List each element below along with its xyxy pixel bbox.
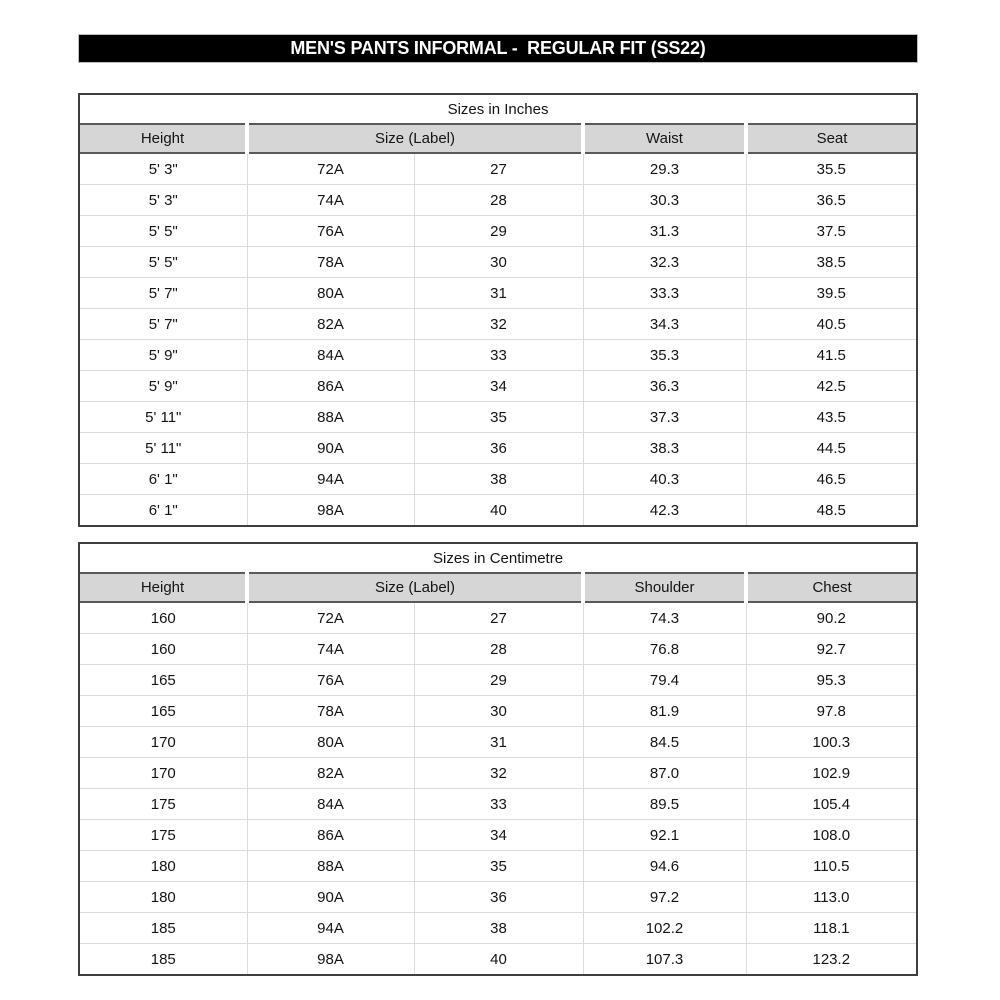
table-cell: 76A: [247, 665, 414, 696]
table-cell: 90.2: [746, 602, 916, 634]
table-cell: 98A: [247, 495, 414, 526]
table-cell: 29: [414, 216, 583, 247]
table-cell: 34.3: [583, 309, 746, 340]
table-cell: 38.3: [583, 433, 746, 464]
table-cell: 32: [414, 758, 583, 789]
table-cell: 37.3: [583, 402, 746, 433]
table-cell: 110.5: [746, 851, 916, 882]
table-caption: Sizes in Inches: [80, 95, 916, 124]
table-row: [80, 602, 916, 634]
table-cell: 94A: [247, 913, 414, 944]
table-cell: 27: [414, 153, 583, 185]
table-cell: 5' 5": [80, 216, 247, 247]
table-cell: 98A: [247, 944, 414, 975]
table-cell: 31: [414, 727, 583, 758]
table-cell: 165: [80, 665, 247, 696]
table-cell: 5' 9": [80, 340, 247, 371]
table-cell: 108.0: [746, 820, 916, 851]
table-cell: 170: [80, 758, 247, 789]
table-cell: 5' 5": [80, 247, 247, 278]
table-cell: 100.3: [746, 727, 916, 758]
table-cell: 160: [80, 602, 247, 634]
table-cell: 78A: [247, 247, 414, 278]
table-row: [80, 495, 916, 526]
table-row: [80, 216, 916, 247]
table-cell: 88A: [247, 402, 414, 433]
table-cell: 123.2: [746, 944, 916, 975]
table-cell: 175: [80, 789, 247, 820]
table-cell: 30: [414, 696, 583, 727]
table-cell: 74A: [247, 185, 414, 216]
table-cell: 28: [414, 634, 583, 665]
table-cell: 165: [80, 696, 247, 727]
column-header: Chest: [746, 573, 916, 602]
table-cell: 94A: [247, 464, 414, 495]
table-cell: 28: [414, 185, 583, 216]
table-body: [80, 602, 916, 974]
column-header: Waist: [583, 124, 746, 153]
table-cell: 32.3: [583, 247, 746, 278]
table-cell: 180: [80, 882, 247, 913]
table-row: [80, 464, 916, 495]
table-cell: 113.0: [746, 882, 916, 913]
table-cell: 105.4: [746, 789, 916, 820]
table-caption: Sizes in Centimetre: [80, 544, 916, 573]
table-cell: 90A: [247, 882, 414, 913]
table-cell: 82A: [247, 309, 414, 340]
table-header-row: [80, 124, 916, 153]
table-row: [80, 185, 916, 216]
table-cell: 30: [414, 247, 583, 278]
table-cell: 74.3: [583, 602, 746, 634]
table-cell: 80A: [247, 727, 414, 758]
table-cell: 76A: [247, 216, 414, 247]
table-cell: 80A: [247, 278, 414, 309]
table-cell: 40: [414, 495, 583, 526]
table-cell: 37.5: [746, 216, 916, 247]
table-cell: 40.3: [583, 464, 746, 495]
table-row: [80, 433, 916, 464]
table-cell: 5' 7": [80, 278, 247, 309]
table-cell: 97.2: [583, 882, 746, 913]
table-cell: 72A: [247, 602, 414, 634]
table-cell: 32: [414, 309, 583, 340]
table-row: [80, 913, 916, 944]
table-row: [80, 278, 916, 309]
table-cell: 5' 11": [80, 433, 247, 464]
table-cell: 5' 7": [80, 309, 247, 340]
table-cell: 95.3: [746, 665, 916, 696]
table-cell: 185: [80, 913, 247, 944]
table-row: [80, 820, 916, 851]
table-caption-row: [80, 544, 916, 573]
table-cell: 42.3: [583, 495, 746, 526]
inches-table: [78, 93, 918, 527]
table-cell: 79.4: [583, 665, 746, 696]
table-cell: 72A: [247, 153, 414, 185]
table-cell: 41.5: [746, 340, 916, 371]
table-cell: 38.5: [746, 247, 916, 278]
table-cell: 29: [414, 665, 583, 696]
table-cell: 33: [414, 340, 583, 371]
table-row: [80, 340, 916, 371]
table-cell: 36.3: [583, 371, 746, 402]
table-row: [80, 247, 916, 278]
table-cell: 160: [80, 634, 247, 665]
table-row: [80, 309, 916, 340]
table-cell: 118.1: [746, 913, 916, 944]
table-cell: 38: [414, 464, 583, 495]
table-row: [80, 727, 916, 758]
column-header: Shoulder: [583, 573, 746, 602]
table-row: [80, 882, 916, 913]
table-cell: 33: [414, 789, 583, 820]
table-cell: 36.5: [746, 185, 916, 216]
table-cell: 34: [414, 820, 583, 851]
table-cell: 175: [80, 820, 247, 851]
table-cell: 82A: [247, 758, 414, 789]
page-title: MEN'S PANTS INFORMAL - REGULAR FIT (SS22): [78, 34, 918, 63]
table-cell: 35: [414, 402, 583, 433]
table-body: [80, 153, 916, 525]
table-cell: 40: [414, 944, 583, 975]
table-cell: 44.5: [746, 433, 916, 464]
table-cell: 89.5: [583, 789, 746, 820]
table-cell: 35: [414, 851, 583, 882]
table-cell: 36: [414, 433, 583, 464]
table-cell: 40.5: [746, 309, 916, 340]
column-header: Height: [80, 573, 247, 602]
table-cell: 43.5: [746, 402, 916, 433]
table-cell: 180: [80, 851, 247, 882]
table-cell: 94.6: [583, 851, 746, 882]
column-header: Size (Label): [247, 124, 583, 153]
table-cell: 84.5: [583, 727, 746, 758]
centimetre-table: [78, 542, 918, 976]
table-cell: 102.2: [583, 913, 746, 944]
table-cell: 31.3: [583, 216, 746, 247]
table-cell: 90A: [247, 433, 414, 464]
table-cell: 6' 1": [80, 495, 247, 526]
table-caption-row: [80, 95, 916, 124]
table-cell: 92.1: [583, 820, 746, 851]
table-row: [80, 153, 916, 185]
table-cell: 38: [414, 913, 583, 944]
table-row: [80, 944, 916, 975]
table-cell: 5' 3": [80, 153, 247, 185]
table-cell: 84A: [247, 340, 414, 371]
table-cell: 78A: [247, 696, 414, 727]
column-header: Height: [80, 124, 247, 153]
column-header: Seat: [746, 124, 916, 153]
table-row: [80, 665, 916, 696]
table-row: [80, 758, 916, 789]
table-cell: 170: [80, 727, 247, 758]
table-cell: 35.3: [583, 340, 746, 371]
table-cell: 31: [414, 278, 583, 309]
table-cell: 185: [80, 944, 247, 975]
table-cell: 86A: [247, 371, 414, 402]
table-cell: 30.3: [583, 185, 746, 216]
table-header-row: [80, 573, 916, 602]
table-cell: 87.0: [583, 758, 746, 789]
table-row: [80, 696, 916, 727]
table-cell: 48.5: [746, 495, 916, 526]
table-cell: 92.7: [746, 634, 916, 665]
table-cell: 74A: [247, 634, 414, 665]
table-cell: 35.5: [746, 153, 916, 185]
table-cell: 5' 11": [80, 402, 247, 433]
table-row: [80, 851, 916, 882]
table-cell: 29.3: [583, 153, 746, 185]
table-row: [80, 371, 916, 402]
table-cell: 97.8: [746, 696, 916, 727]
table-cell: 6' 1": [80, 464, 247, 495]
table-cell: 81.9: [583, 696, 746, 727]
table-cell: 34: [414, 371, 583, 402]
column-header: Size (Label): [247, 573, 583, 602]
table-cell: 84A: [247, 789, 414, 820]
table-cell: 42.5: [746, 371, 916, 402]
table-cell: 88A: [247, 851, 414, 882]
table-cell: 39.5: [746, 278, 916, 309]
table-row: [80, 789, 916, 820]
table-cell: 33.3: [583, 278, 746, 309]
table-cell: 36: [414, 882, 583, 913]
table-cell: 102.9: [746, 758, 916, 789]
table-cell: 86A: [247, 820, 414, 851]
table-cell: 46.5: [746, 464, 916, 495]
table-cell: 76.8: [583, 634, 746, 665]
table-cell: 27: [414, 602, 583, 634]
table-cell: 5' 9": [80, 371, 247, 402]
table-row: [80, 402, 916, 433]
table-cell: 107.3: [583, 944, 746, 975]
table-row: [80, 634, 916, 665]
table-cell: 5' 3": [80, 185, 247, 216]
